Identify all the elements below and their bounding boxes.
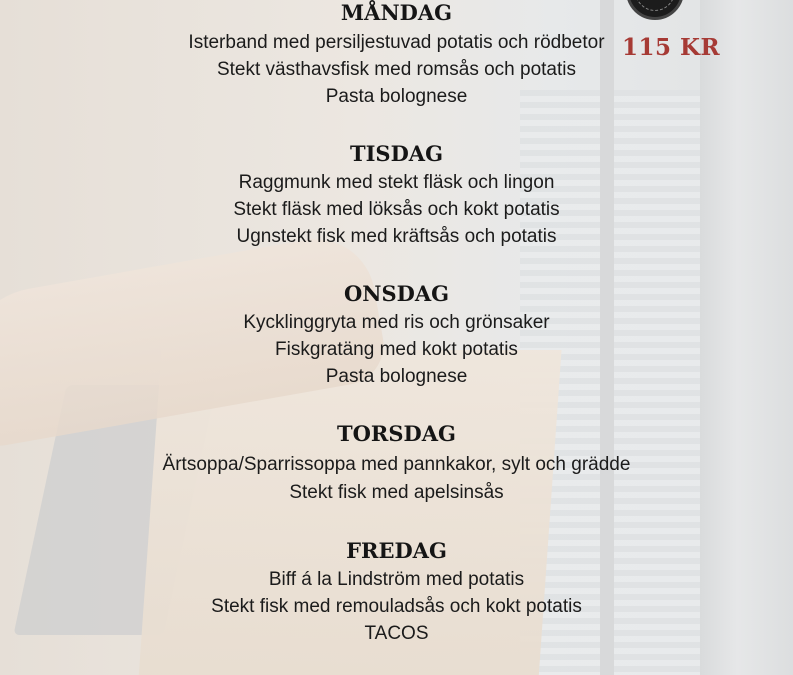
dish-item: Kycklinggryta med ris och grönsaker <box>243 312 550 333</box>
dish-item: Stekt fisk med apelsinsås <box>289 482 504 503</box>
dish-item: Biff á la Lindström med potatis <box>268 569 525 590</box>
dish-item: Stekt västhavsfisk med romsås och potatis <box>216 59 577 80</box>
dish-item: Raggmunk med stekt fläsk och lingon <box>238 172 555 193</box>
dish-item: TACOS <box>364 623 429 644</box>
dish-item: Ärtsoppa/Sparrissoppa med pannkakor, sylt och grädde <box>162 454 631 475</box>
dish-item: Fiskgratäng med kokt potatis <box>275 339 518 360</box>
dish-item: Pasta bolognese <box>325 86 468 107</box>
day-heading-thursday: TORSDAG <box>337 421 456 446</box>
day-heading-monday: MÅNDAG <box>340 0 453 25</box>
day-heading-tuesday: TISDAG <box>349 141 444 166</box>
dish-item: Isterband med persiljestuvad potatis och rödbetor <box>188 32 605 53</box>
price-label: 115 KR <box>622 34 721 61</box>
dish-item: Pasta bolognese <box>325 366 468 387</box>
dish-item: Stekt fisk med remouladsås och kokt potatis <box>211 596 582 617</box>
dish-item: Ugnstekt fisk med kräftsås och potatis <box>236 226 557 247</box>
day-heading-friday: FREDAG <box>346 538 447 563</box>
day-heading-wednesday: ONSDAG <box>343 281 450 306</box>
dish-item: Stekt fläsk med löksås och kokt potatis <box>233 199 560 220</box>
